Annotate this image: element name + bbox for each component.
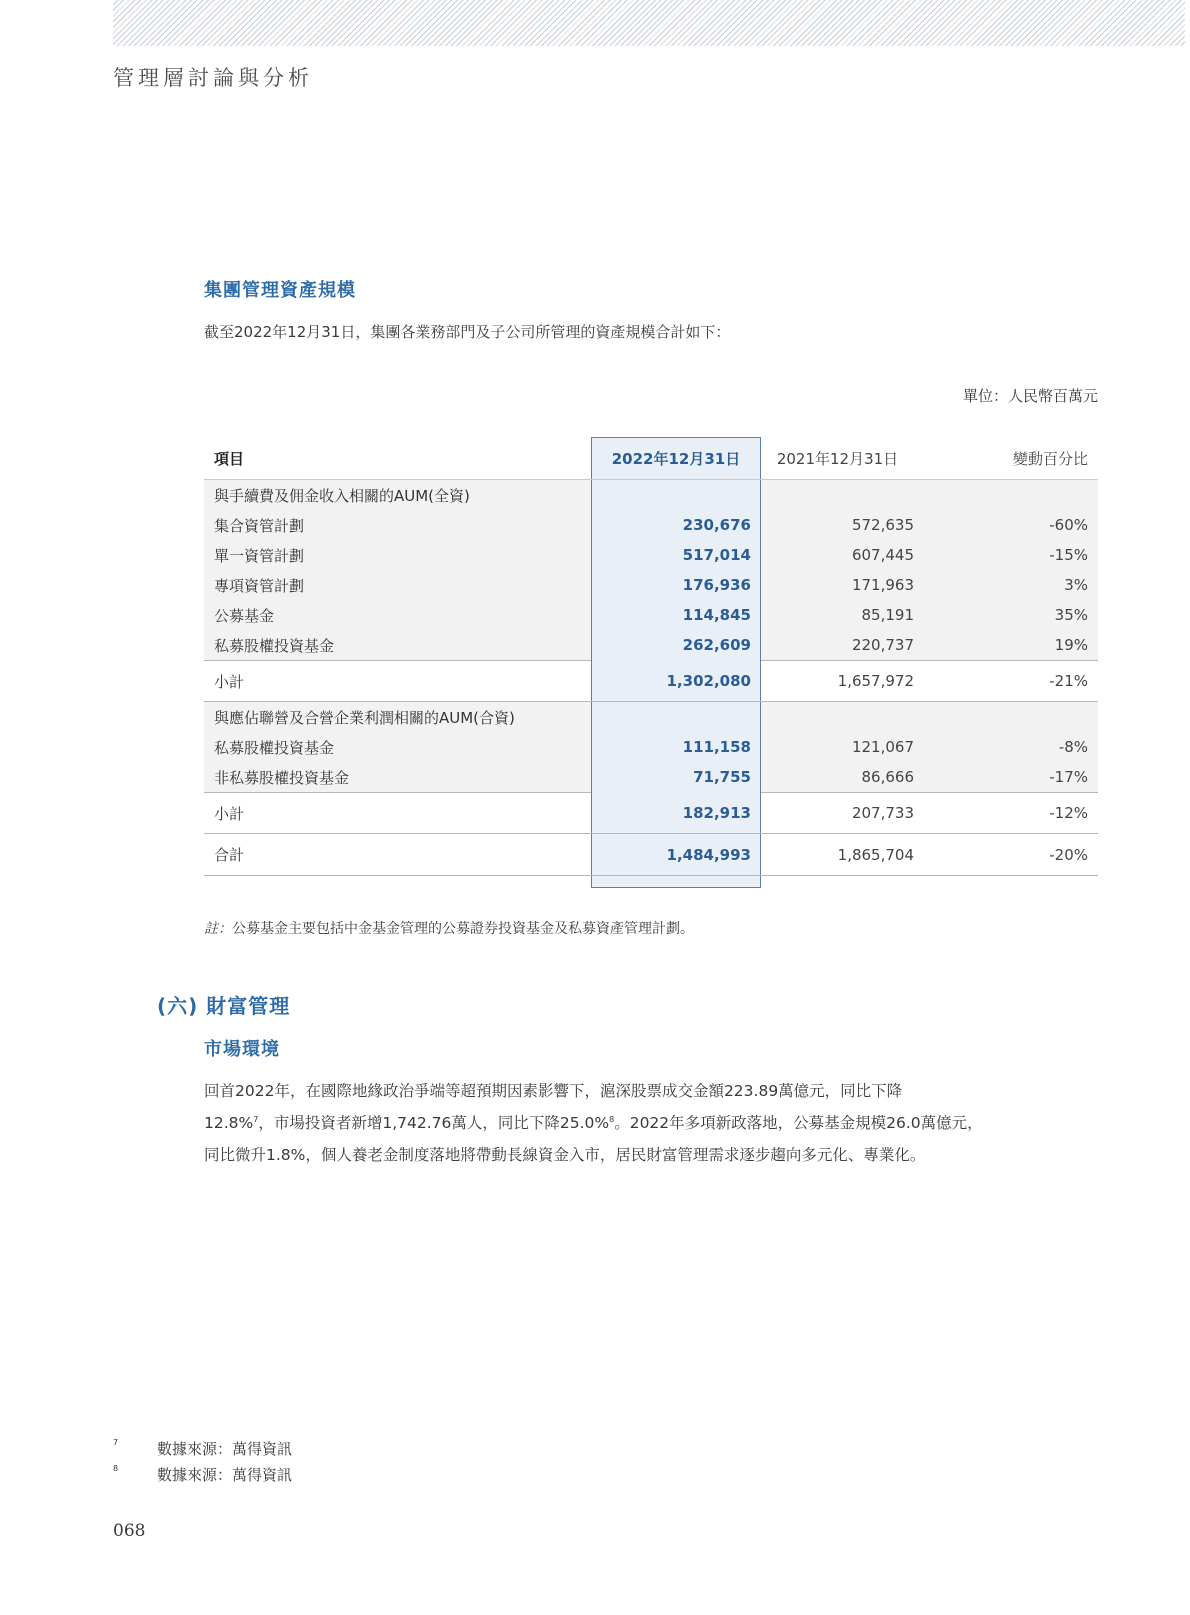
para-text: ，市場投資者新增1,742.76萬人，同比下降25.0% bbox=[258, 1114, 610, 1132]
aum-table bbox=[204, 437, 1098, 876]
value-2022: 71,755 bbox=[693, 768, 751, 786]
value-2022: 114,845 bbox=[682, 606, 751, 624]
para-text: 12.8% bbox=[204, 1114, 254, 1132]
value-change: -15% bbox=[1049, 546, 1088, 564]
value-2022: 182,913 bbox=[682, 804, 751, 822]
table-row bbox=[204, 630, 1098, 660]
table-row bbox=[204, 510, 1098, 540]
value-2021: 572,635 bbox=[851, 516, 914, 534]
value-2022: 111,158 bbox=[682, 738, 751, 756]
footnote-text: 數據來源：萬得資訊 bbox=[157, 1466, 293, 1484]
value-2021: 220,737 bbox=[851, 636, 914, 654]
value-2021: 171,963 bbox=[851, 576, 914, 594]
subtotal-row bbox=[204, 793, 1098, 834]
page-header-title: 管理層討論與分析 bbox=[113, 66, 313, 90]
row-label: 非私募股權投資基金 bbox=[214, 768, 350, 787]
value-2021: 86,666 bbox=[861, 768, 914, 786]
header-item: 項目 bbox=[214, 449, 245, 468]
table-row bbox=[204, 762, 1098, 792]
market-paragraph bbox=[204, 1075, 1099, 1171]
aum-intro: 截至2022年12月31日，集團各業務部門及子公司所管理的資產規模合計如下： bbox=[204, 323, 731, 341]
note-label: 註： bbox=[204, 921, 232, 937]
row-label: 集合資管計劃 bbox=[214, 516, 305, 535]
row-label: 私募股權投資基金 bbox=[214, 636, 335, 655]
value-change: -60% bbox=[1049, 516, 1088, 534]
row-label: 公募基金 bbox=[214, 606, 275, 625]
group-fee-aum bbox=[204, 480, 1098, 661]
footnote-ref-8: 8 bbox=[609, 1114, 615, 1124]
row-label: 小計 bbox=[214, 804, 245, 823]
value-change: 35% bbox=[1054, 606, 1088, 624]
row-label: 單一資管計劃 bbox=[214, 546, 305, 565]
value-2021: 1,865,704 bbox=[837, 845, 914, 864]
value-change: -8% bbox=[1058, 738, 1088, 756]
para-line-3: 同比微升1.8%，個人養老金制度落地將帶動長線資金入市，居民財富管理需求逐步趨向多元化、專業化。 bbox=[204, 1146, 926, 1164]
value-change: -20% bbox=[1049, 845, 1088, 864]
group-label: 與應佔聯營及合營企業利潤相關的AUM(合資) bbox=[214, 708, 515, 727]
page-number: 068 bbox=[113, 1521, 146, 1541]
value-2022: 517,014 bbox=[682, 546, 751, 564]
total-row bbox=[204, 834, 1098, 876]
table-row bbox=[204, 570, 1098, 600]
value-2021: 121,067 bbox=[851, 738, 914, 756]
footnote-text: 數據來源：萬得資訊 bbox=[157, 1440, 293, 1458]
table-row bbox=[204, 540, 1098, 570]
value-2022: 176,936 bbox=[682, 576, 751, 594]
value-2021: 1,657,972 bbox=[837, 672, 914, 690]
group-label: 與手續費及佣金收入相關的AUM(全資) bbox=[214, 486, 470, 505]
value-change: 19% bbox=[1054, 636, 1088, 654]
note-text: 公募基金主要包括中金基金管理的公募證券投資基金及私募資產管理計劃。 bbox=[232, 921, 694, 937]
unit-label: 單位：人民幣百萬元 bbox=[962, 387, 1098, 405]
table-row bbox=[204, 732, 1098, 762]
group-jv-aum bbox=[204, 702, 1098, 793]
value-change: 3% bbox=[1064, 576, 1088, 594]
value-2022: 230,676 bbox=[682, 516, 751, 534]
row-label: 專項資管計劃 bbox=[214, 576, 305, 595]
value-2022: 1,484,993 bbox=[666, 845, 751, 864]
footnote-8 bbox=[113, 1464, 292, 1485]
row-label: 私募股權投資基金 bbox=[214, 738, 335, 757]
table-note bbox=[204, 918, 694, 938]
value-change: -21% bbox=[1049, 672, 1088, 690]
header-2022: 2022年12月31日 bbox=[611, 449, 741, 468]
table-header-row bbox=[204, 437, 1098, 480]
value-2021: 85,191 bbox=[861, 606, 914, 624]
header-hatch-band bbox=[113, 0, 1185, 46]
value-2022: 262,609 bbox=[682, 636, 751, 654]
footnote-ref-7: 7 bbox=[253, 1114, 259, 1124]
value-2021: 207,733 bbox=[851, 804, 914, 822]
para-line-2 bbox=[204, 1107, 1099, 1139]
value-2022: 1,302,080 bbox=[666, 672, 751, 690]
market-env-subheading: 市場環境 bbox=[204, 1039, 280, 1060]
header-change: 變動百分比 bbox=[1012, 449, 1088, 468]
subtotal-row bbox=[204, 661, 1098, 702]
wealth-heading: (六) 財富管理 bbox=[157, 994, 291, 1018]
header-2021: 2021年12月31日 bbox=[776, 449, 899, 468]
para-line-1: 回首2022年，在國際地緣政治爭端等超預期因素影響下，滬深股票成交金額223.89萬億元，同比下降 bbox=[204, 1082, 903, 1100]
value-change: -17% bbox=[1049, 768, 1088, 786]
row-label: 小計 bbox=[214, 672, 245, 691]
group-label-row bbox=[204, 480, 1098, 510]
footnote-7 bbox=[113, 1438, 292, 1459]
value-change: -12% bbox=[1049, 804, 1088, 822]
footnote-number: 8 bbox=[113, 1464, 119, 1473]
row-label: 合計 bbox=[214, 846, 245, 864]
footnote-number: 7 bbox=[113, 1438, 119, 1447]
value-2021: 607,445 bbox=[851, 546, 914, 564]
group-label-row bbox=[204, 702, 1098, 732]
table-row bbox=[204, 600, 1098, 630]
para-text: 。2022年多項新政落地，公募基金規模26.0萬億元， bbox=[614, 1114, 983, 1132]
aum-section-title: 集團管理資產規模 bbox=[204, 280, 356, 301]
